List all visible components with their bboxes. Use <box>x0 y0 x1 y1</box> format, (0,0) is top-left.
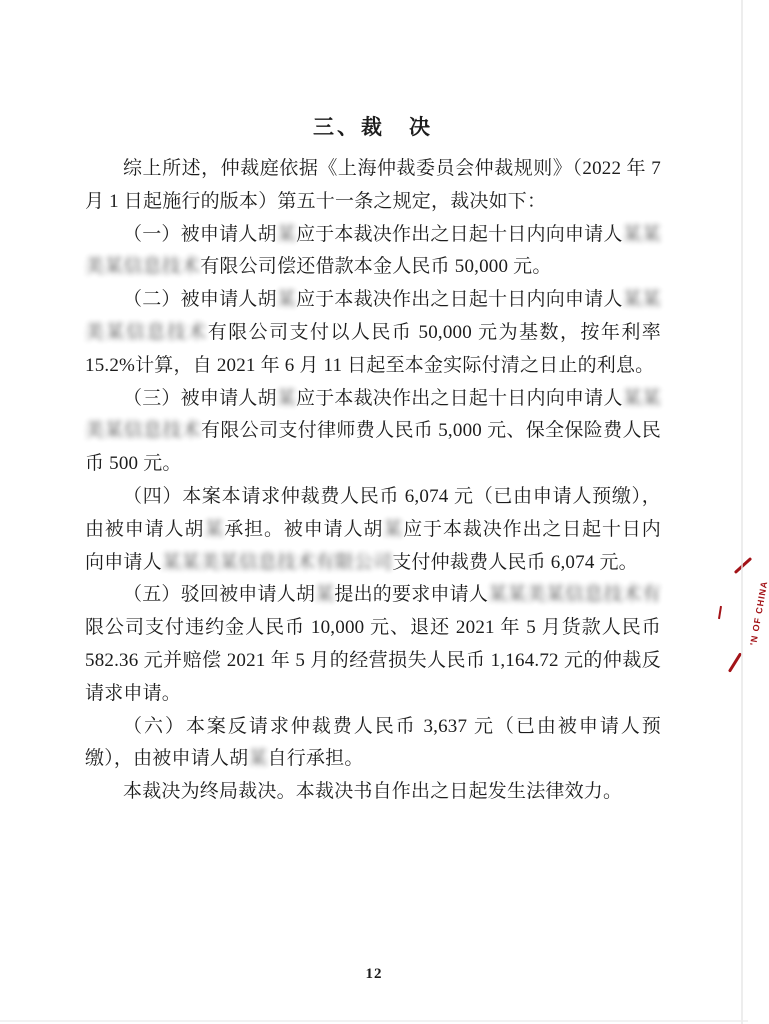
text-segment: 本裁决为终局裁决。本裁决书自作出之日起发生法律效力。 <box>123 781 623 803</box>
paragraph-item-2 <box>85 284 661 382</box>
text-segment: 限公司支付违约金人民币 10,000 元、退还 2021 年 5 月货款人民币 582.36 元并赔偿 2021 年 5 月的经营损失人民币 1,164.72 元的仲裁反请求申请。 <box>85 617 661 704</box>
paragraph-item-3 <box>85 383 661 481</box>
redacted-text: 某 <box>204 518 225 540</box>
text-segment: 自行承担。 <box>267 748 364 770</box>
redacted-text: 某某美某信息技术 <box>85 387 661 442</box>
redacted-text: 某 <box>248 748 268 770</box>
text-segment: 提出的要求申请人 <box>334 584 489 606</box>
partial-seal-stamp <box>706 556 769 670</box>
text-segment: 应于本裁决作出之日起十日内向申请人 <box>295 223 623 245</box>
text-segment: 承担。被申请人胡 <box>224 518 384 540</box>
redacted-text: 某 <box>276 223 296 245</box>
redacted-text: 某 <box>383 518 404 540</box>
text-segment: 综上所述，仲裁庭依据《上海仲裁委员会仲裁规则》（2022 年 7 月 1 日起施行的版本）第五十一条之规定，裁决如下： <box>85 158 661 212</box>
redacted-text: 某某美某信息技术 <box>85 289 661 343</box>
text-segment: 有限公司支付律师费人民币 5,000 元、保全保险费人民币 500 元。 <box>85 420 661 475</box>
text-segment: （四）本案本请求仲裁费人民币 6,074 元（已由申请人预缴），由被申请人胡 <box>85 485 661 540</box>
redacted-text: 某某美某信息技术有 <box>488 584 661 606</box>
text-segment: 有限公司偿还借款本金人民币 50,000 元。 <box>200 256 552 278</box>
seal-inner-line <box>718 606 722 619</box>
text-segment: （一）被申请人胡 <box>123 223 277 245</box>
seal-text: 'N OF CHINA <box>748 579 769 647</box>
paragraph-finality <box>85 776 661 809</box>
text-segment: 支付仲裁费人民币 6,074 元。 <box>392 551 638 573</box>
paragraph-item-1 <box>85 219 661 285</box>
paragraph-item-6 <box>85 711 661 777</box>
redacted-text: 某某美某信息技术 <box>85 223 661 278</box>
text-segment: 应于本裁决作出之日起十日内向申请人 <box>85 518 661 573</box>
text-segment: 应于本裁决作出之日起十日内向申请人 <box>295 387 623 409</box>
redacted-text: 某 <box>276 387 296 409</box>
text-segment: （六）本案反请求仲裁费人民币 3,637 元（已由被申请人预缴），由被申请人胡 <box>85 715 661 770</box>
document-content <box>85 114 661 809</box>
paragraph-intro <box>85 153 661 219</box>
redacted-text: 某 <box>315 584 335 606</box>
seal-arc-bottom <box>728 652 742 672</box>
seal-arc-top <box>734 557 752 574</box>
redacted-text: 某某美某信息技术有限公司 <box>161 551 393 573</box>
document-body <box>85 153 661 809</box>
page-number: 12 <box>365 966 383 982</box>
redacted-text: 某 <box>276 289 296 311</box>
scan-edge-bottom <box>0 1020 748 1022</box>
paragraph-item-5 <box>85 579 661 710</box>
paragraph-item-4 <box>85 481 661 579</box>
text-segment: （五）驳回被申请人胡 <box>123 584 316 606</box>
scan-edge-right <box>741 0 743 1024</box>
text-segment: （二）被申请人胡 <box>123 289 277 311</box>
text-segment: （三）被申请人胡 <box>123 387 277 409</box>
text-segment: 应于本裁决作出之日起十日内向申请人 <box>295 289 623 311</box>
text-segment: 有限公司支付以人民币 50,000 元为基数，按年利率 15.2%计算，自 2021 年 6 月 11 日起至本金实际付清之日止的利息。 <box>85 321 661 376</box>
document-title: 三、裁 决 <box>313 115 433 139</box>
